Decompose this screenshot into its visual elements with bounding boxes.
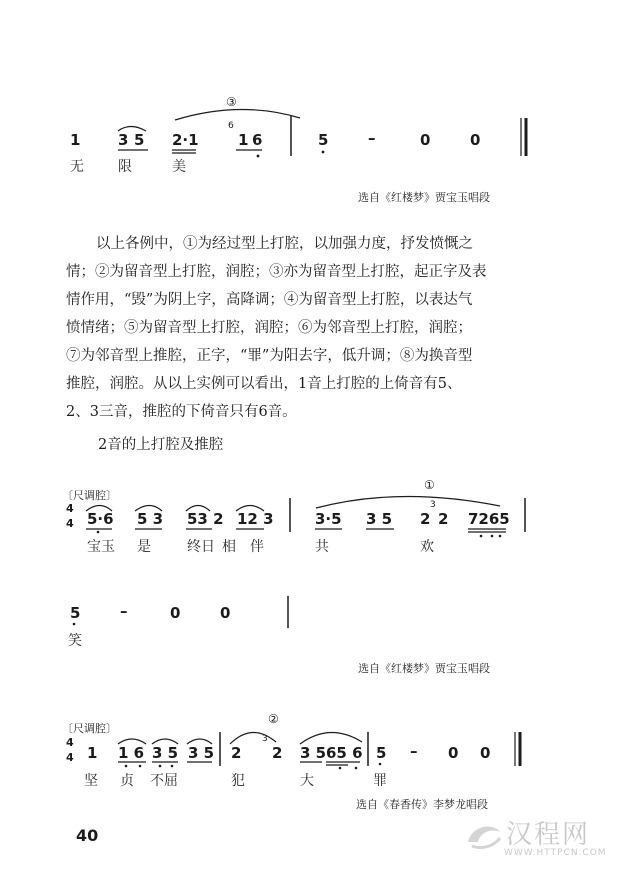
mode-label: 〔尺调腔〕 (62, 722, 117, 735)
time-signature-bottom: 4 (66, 751, 74, 764)
lyric: 坚 (84, 773, 98, 789)
lyric: 罪 (373, 773, 387, 789)
note: 2 (420, 510, 431, 528)
note: 2·1 (172, 131, 199, 149)
note: 5·6 (87, 510, 114, 528)
paragraph-line: 推腔，润腔。从以上实例可以看出，1音上打腔的上倚音有5、 (66, 376, 462, 392)
slur (175, 109, 300, 120)
paragraph-line: 愤情绪；⑤为留音型上打腔，润腔；⑥为邻音型上打腔，润腔； (66, 320, 472, 336)
circled-number: ① (424, 478, 435, 492)
note: 7265 (468, 510, 510, 528)
octave-dot (491, 535, 494, 538)
octave-dot (355, 767, 358, 770)
slur (230, 732, 276, 744)
octave-dot (499, 535, 502, 538)
slur (316, 496, 500, 508)
rest: 0 (480, 744, 491, 762)
time-signature-top: 4 (66, 736, 74, 749)
lyric: 宝玉 (87, 539, 115, 555)
source-caption: 选自《春香传》李梦龙唱段 (356, 798, 488, 811)
note: 1 (238, 131, 249, 149)
paragraph-line: 2、3三音，推腔的下倚音只有6音。 (66, 404, 297, 420)
slur (152, 739, 178, 744)
lyric: 共 (315, 539, 329, 555)
dash: – (368, 129, 376, 147)
note: 3 5 (366, 510, 393, 528)
dash: – (120, 602, 128, 620)
lyric: 无 (70, 159, 84, 175)
note: 3·5 (315, 510, 342, 528)
slur (135, 506, 162, 512)
lyric: 伴 (250, 539, 264, 555)
rest: 0 (420, 131, 431, 149)
paragraph-line: 情；②为留音型上打腔，润腔；③亦为留音型上打腔，起正字及表 (66, 264, 487, 280)
paragraph-line: ⑦为邻音型上推腔，正字，“罪”为阳去字，低升调；⑧为换音型 (66, 348, 473, 364)
slur (236, 506, 264, 512)
section-subheading: 2音的上打腔及推腔 (98, 437, 224, 453)
slur (118, 739, 146, 744)
note: 5 3 (137, 510, 164, 528)
note: 3 5 (188, 744, 215, 762)
source-caption: 选自《红楼梦》贾宝玉唱段 (358, 662, 490, 675)
lyric: 欢 (420, 539, 434, 555)
paragraph-line: 以上各例中，①为经过型上打腔，以加强力度，抒发愤慨之 (96, 236, 473, 252)
octave-dot (97, 531, 100, 534)
octave-dot (322, 151, 325, 154)
note: 5 (376, 744, 387, 762)
lyric: 贞 (120, 773, 134, 789)
lyric: 是 (137, 539, 151, 555)
slur (86, 506, 112, 512)
octave-dot (257, 155, 260, 158)
lyric: 美 (172, 159, 186, 175)
grace-note: 3 (430, 500, 436, 510)
octave-dot (480, 535, 483, 538)
lyric: 相 (222, 539, 236, 555)
note: 3 5 (152, 744, 179, 762)
dash: – (410, 742, 418, 760)
lyric: 大 (300, 773, 314, 789)
circled-number: ③ (226, 95, 237, 109)
lyric: 不屈 (150, 773, 178, 789)
paragraph-line: 情作用，“毁”为阴上字，高降调；④为留音型上打腔，以表达气 (66, 292, 473, 308)
rest: 0 (220, 604, 231, 622)
time-signature-bottom: 4 (66, 517, 74, 530)
grace-note: 6 (228, 121, 234, 131)
note: 12 3 (237, 510, 274, 528)
slur (187, 739, 212, 744)
note: 53 2 (187, 510, 224, 528)
octave-dot (139, 765, 142, 768)
note: 65 6 (326, 744, 363, 762)
octave-dot (379, 763, 382, 766)
note: 2 (438, 510, 449, 528)
note: 3 (118, 131, 129, 149)
slur (118, 127, 146, 132)
watermark-url: WWW.HTTPCN.COM (504, 848, 607, 858)
lyric: 笑 (68, 633, 82, 649)
rest: 0 (170, 604, 181, 622)
octave-dot (171, 765, 174, 768)
octave-dot (159, 765, 162, 768)
octave-dot (339, 767, 342, 770)
note: 3 5 (300, 744, 327, 762)
note: 2 (272, 744, 283, 762)
grace-note: 3 (262, 734, 268, 744)
circled-number: ② (268, 712, 279, 726)
rest: 0 (470, 131, 481, 149)
note: 1 (70, 131, 81, 149)
mode-label: 〔尺调腔〕 (62, 489, 117, 502)
source-caption: 选自《红楼梦》贾宝玉唱段 (358, 191, 490, 204)
octave-dot (73, 623, 76, 626)
note: 5 (70, 604, 81, 622)
note: 1 (87, 744, 98, 762)
note: 5 (134, 131, 145, 149)
note: 6 (252, 131, 263, 149)
lyric: 终日 (187, 539, 215, 555)
slur (186, 506, 210, 512)
slur (300, 732, 362, 744)
lyric: 犯 (231, 773, 245, 789)
lyric: 限 (118, 159, 132, 175)
octave-dot (125, 765, 128, 768)
page-number: 40 (76, 826, 99, 845)
note: 5 (318, 131, 329, 149)
time-signature-top: 4 (66, 502, 74, 515)
rest: 0 (448, 744, 459, 762)
note: 2 (231, 744, 242, 762)
note: 1 6 (118, 744, 145, 762)
watermark-brand: 汉程网 (506, 820, 591, 850)
